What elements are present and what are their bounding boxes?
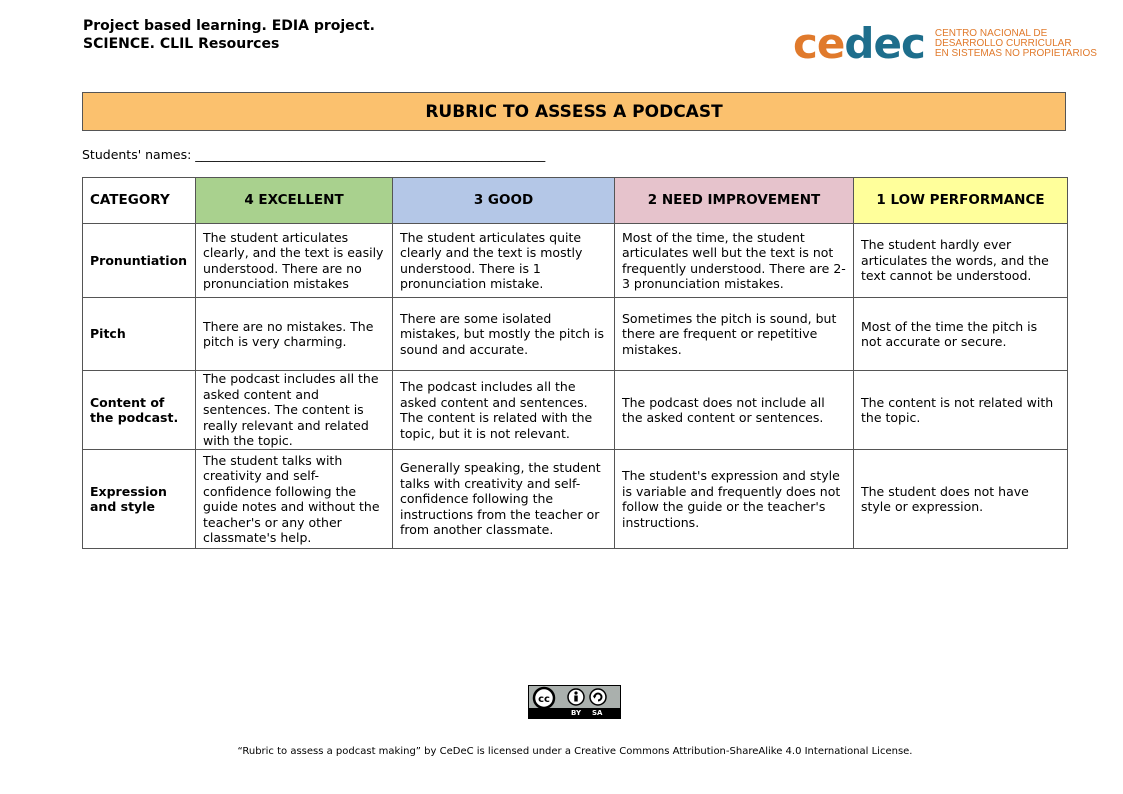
cell-good: The podcast includes all the asked content and sentences. The content is related with the topic, but it is not relevant.: [393, 371, 615, 450]
cc-badge-bottom-strip: [529, 708, 620, 718]
cell-need-improvement: The podcast does not include all the asked content or sentences.: [615, 371, 854, 450]
students-names-field: Students' names: ________________________________________________________: [82, 147, 546, 162]
header-excellent: 4 EXCELLENT: [196, 178, 393, 224]
cell-excellent: The student articulates clearly, and the text is easily understood. There are no pronunciation mistakes: [196, 224, 393, 298]
row-category: Pitch: [83, 298, 196, 371]
logo-sub-line3: EN SISTEMAS NO PROPIETARIOS: [934, 48, 1097, 59]
cedec-logo-subtitle: [935, 29, 1097, 59]
header-subject-line: SCIENCE. CLIL Resources: [83, 36, 280, 52]
logo-sub-line1: CENTRO NACIONAL DE: [934, 28, 1048, 39]
row-category: Pronuntiation: [83, 224, 196, 298]
logo-word-part2: dec: [844, 19, 925, 68]
cell-need-improvement: Most of the time, the student articulates well but the text is not frequently understood. There are 2-3 pronunciation mistakes.: [615, 224, 854, 298]
rubric-table: [82, 177, 1068, 549]
cell-low-performance: The student does not have style or expression.: [854, 450, 1068, 549]
header-good: 3 GOOD: [393, 178, 615, 224]
cc-by-label: BY: [571, 709, 582, 717]
sa-sharealike-icon: [590, 689, 606, 705]
cell-good: There are some isolated mistakes, but mostly the pitch is sound and accurate.: [393, 298, 615, 371]
logo-word-part1: ce: [793, 19, 845, 68]
cc-icon-label: cc: [538, 694, 550, 705]
cedec-logo-wordmark: [793, 19, 925, 68]
rubric-title: RUBRIC TO ASSESS A PODCAST: [82, 92, 1066, 131]
logo-sub-line2: DESARROLLO CURRICULAR: [934, 38, 1072, 49]
header-low-performance: 1 LOW PERFORMANCE: [854, 178, 1068, 224]
cell-low-performance: The content is not related with the topic.: [854, 371, 1068, 450]
cell-low-performance: The student hardly ever articulates the words, and the text cannot be understood.: [854, 224, 1068, 298]
header-need-improvement: 2 NEED IMPROVEMENT: [615, 178, 854, 224]
license-statement: “Rubric to assess a podcast making” by CeDeC is licensed under a Creative Commons Attribution-ShareAlike 4.0 International License.: [237, 746, 913, 757]
table-row: [83, 224, 1068, 298]
cell-excellent: The podcast includes all the asked content and sentences. The content is really relevant and related with the topic.: [196, 371, 393, 450]
cc-badge-icons: [529, 686, 620, 708]
cell-good: Generally speaking, the student talks with creativity and self-confidence following the instructions from the teacher or from another classmate.: [393, 450, 615, 549]
header-category: CATEGORY: [83, 178, 196, 224]
table-row: [83, 298, 1068, 371]
cell-excellent: There are no mistakes. The pitch is very charming.: [196, 298, 393, 371]
cell-need-improvement: Sometimes the pitch is sound, but there are frequent or repetitive mistakes.: [615, 298, 854, 371]
table-row: [83, 371, 1068, 450]
cell-excellent: The student talks with creativity and self-confidence following the guide notes and without the teacher's or any other classmate's help.: [196, 450, 393, 549]
table-row: [83, 450, 1068, 549]
cc-by-sa-badge[interactable]: [528, 685, 621, 719]
row-category: Expression and style: [83, 450, 196, 549]
cc-sa-label: SA: [592, 709, 603, 717]
cell-good: The student articulates quite clearly and the text is mostly understood. There is 1 pronunciation mistake.: [393, 224, 615, 298]
cedec-logo: [793, 19, 1097, 68]
cell-need-improvement: The student's expression and style is variable and frequently does not follow the guide or the teacher's instructions.: [615, 450, 854, 549]
row-category: Content of the podcast.: [83, 371, 196, 450]
header-project-line: Project based learning. EDIA project.: [83, 18, 375, 34]
cell-low-performance: Most of the time the pitch is not accurate or secure.: [854, 298, 1068, 371]
table-header-row: [83, 178, 1068, 224]
document-header: [83, 17, 375, 53]
